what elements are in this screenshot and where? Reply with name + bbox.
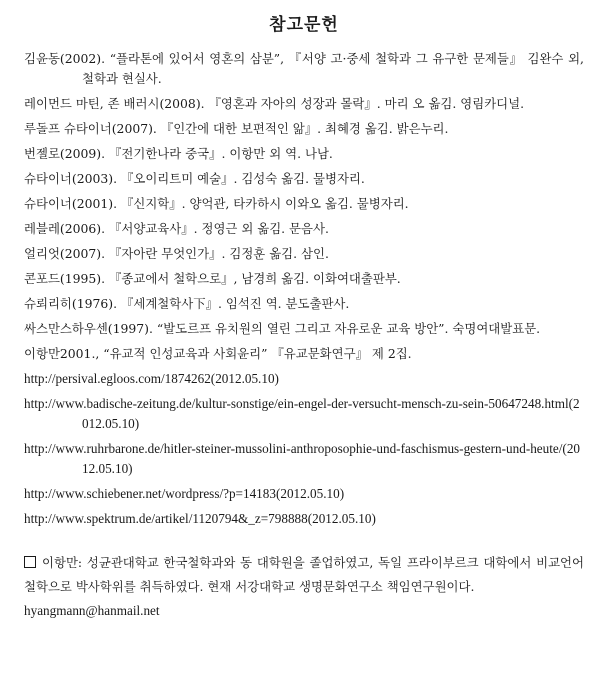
author-bio-text: 이항만: 성균관대학교 한국철학과와 동 대학원을 졸업하였고, 독일 프라이부르크 대학에서 비교언어철학으로 박사학위를 취득하였다. 현재 서강대학교 생명문화연구소 책임연구원이다. [24, 555, 584, 594]
reference-list [24, 49, 584, 529]
reference-item: 얼리엇(2007). 『자아란 무엇인가』. 김정훈 옮김. 삼인. [24, 246, 329, 261]
reference-item: 슈타이너(2003). 『오이리트미 예술』. 김성숙 옮김. 물병자리. [24, 171, 365, 186]
reference-item: 레이먼드 마틴, 존 배러시(2008). 『영혼과 자아의 성장과 몰락』. 마리 오 옮김. 영림카디널. [24, 96, 525, 111]
checkbox-square-icon [24, 556, 36, 568]
reference-item: 싸스만스하우센(1997). “발도르프 유치원의 열린 그리고 자유로운 교육 방안”. 숙명여대발표문. [24, 321, 541, 336]
reference-item: 콘포드(1995). 『종교에서 철학으로』, 남경희 옮김. 이화여대출판부. [24, 271, 401, 286]
reference-item: 루돌프 슈타이너(2007). 『인간에 대한 보편적인 앎』. 최혜경 옮김. 밝은누리. [24, 121, 449, 136]
reference-url: http://www.schiebener.net/wordpress/?p=14183(2012.05.10) [24, 486, 345, 501]
author-email: hyangmann@hanmail.net [24, 603, 160, 618]
reference-item: 슈뢰리히(1976). 『세계철학사下』. 임석진 역. 분도출판사. [24, 296, 350, 311]
reference-url: http://persival.egloos.com/1874262(2012.05.10) [24, 371, 279, 386]
page-title: 참고문헌 [269, 15, 339, 35]
reference-item: 김윤동(2002). “플라톤에 있어서 영혼의 삼분”, 『서양 고·중세 철학과 그 유구한 문제들』 김완수 외, 철학과 현실사. [24, 51, 584, 86]
reference-item: 이항만2001., “유교적 인성교육과 사회윤리” 『유교문화연구』 제 2집. [24, 346, 412, 361]
author-bio [24, 551, 584, 623]
reference-url: http://www.spektrum.de/artikel/1120794&_z=798888(2012.05.10) [24, 511, 376, 526]
reference-url: http://www.ruhrbarone.de/hitler-steiner-mussolini-anthroposophie-und-faschismus-gestern-und-heute/(2012.05.10) [24, 441, 581, 476]
reference-url: http://www.badische-zeitung.de/kultur-sonstige/ein-engel-der-versucht-mensch-zu-sein-50647248.html(2012.05.10) [24, 396, 580, 431]
reference-item: 레블레(2006). 『서양교육사』. 정영근 외 옮김. 문음사. [24, 221, 329, 236]
reference-item: 번젤로(2009). 『전기한나라 중국』. 이항만 외 역. 나남. [24, 146, 333, 161]
reference-item: 슈타이너(2001). 『신지학』. 양억관, 타카하시 이와오 옮김. 물병자리. [24, 196, 409, 211]
